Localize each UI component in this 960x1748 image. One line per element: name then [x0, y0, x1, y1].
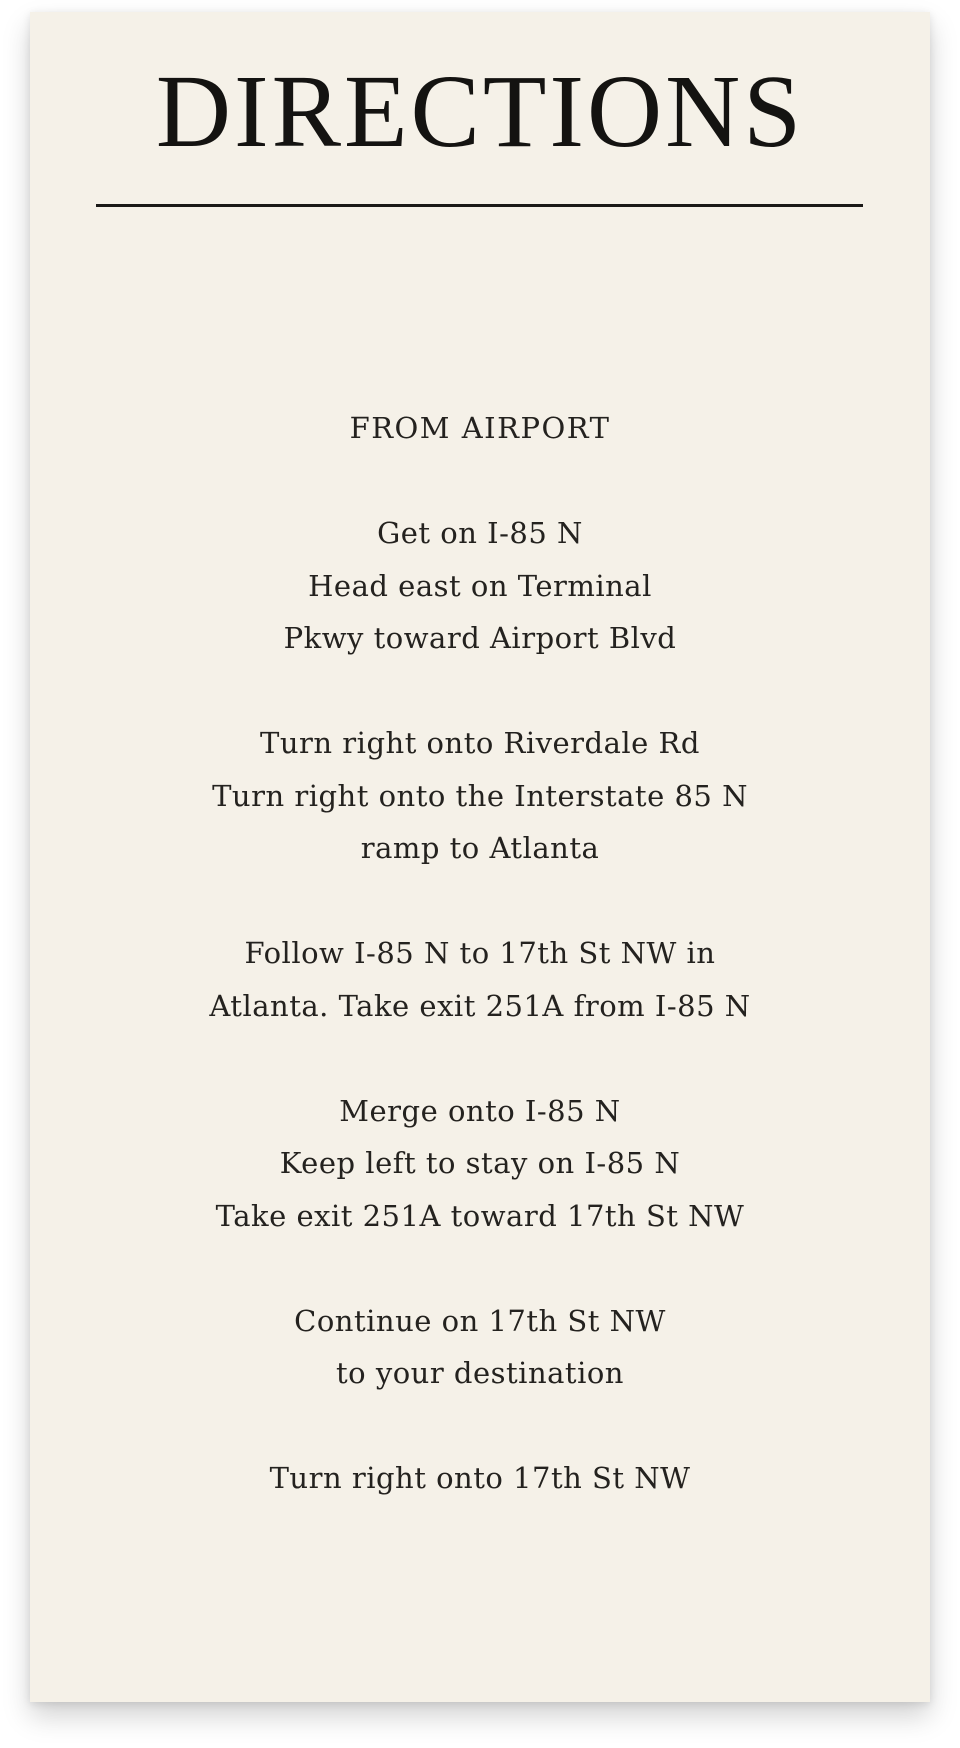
direction-group: [30, 1085, 930, 1243]
direction-line: Keep left to stay on I-85 N: [279, 1146, 681, 1180]
direction-line: Turn right onto the Interstate 85 N: [212, 778, 748, 813]
direction-group: [30, 1452, 930, 1505]
directions-card: [30, 12, 930, 1702]
direction-line: Turn right onto Riverdale Rd: [260, 726, 700, 760]
direction-group: [30, 507, 930, 665]
direction-line: Merge onto I-85 N: [339, 1093, 621, 1128]
direction-line: Atlanta. Take exit 251A from I-85 N: [209, 988, 751, 1023]
page-title: DIRECTIONS: [155, 54, 805, 169]
title-divider: [96, 204, 863, 207]
section-label: FROM AIRPORT: [349, 411, 611, 445]
direction-line: Turn right onto 17th St NW: [269, 1461, 691, 1495]
direction-group: [30, 927, 930, 1032]
direction-line: ramp to Atlanta: [360, 831, 600, 865]
direction-line: Pkwy toward Airport Blvd: [283, 621, 677, 655]
direction-group: [30, 1295, 930, 1400]
direction-line: Follow I-85 N to 17th St NW in: [244, 936, 716, 970]
direction-line: Get on I-85 N: [377, 516, 583, 550]
direction-line: Take exit 251A toward 17th St NW: [215, 1198, 745, 1233]
direction-line: Head east on Terminal: [308, 568, 652, 603]
direction-group: [30, 717, 930, 875]
direction-line: Continue on 17th St NW: [294, 1303, 666, 1338]
direction-line: to your destination: [335, 1356, 624, 1390]
directions-body: [30, 402, 930, 1505]
